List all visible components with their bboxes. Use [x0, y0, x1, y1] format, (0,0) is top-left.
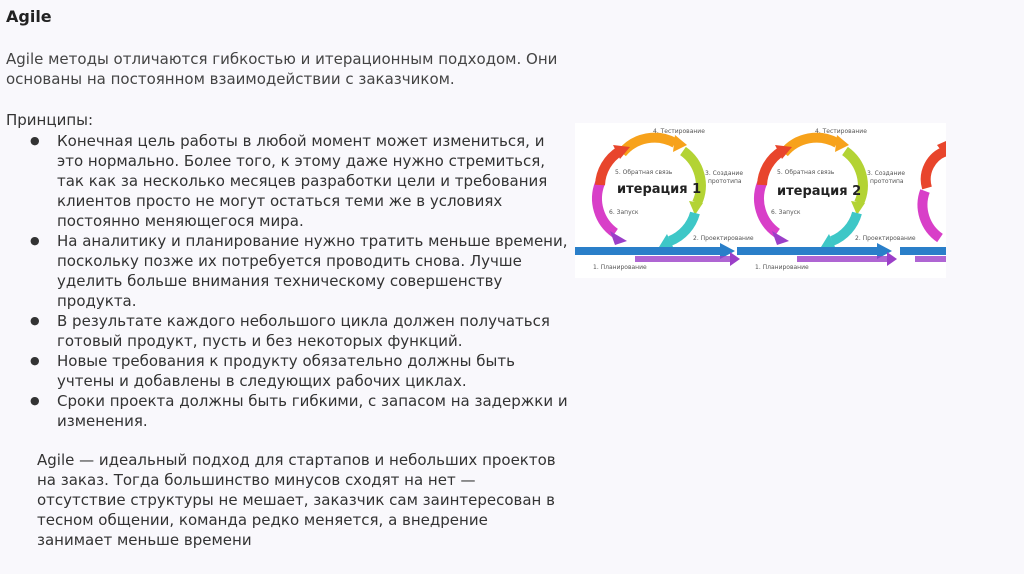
- iteration-diagram: [575, 123, 946, 278]
- list-item: ● Сроки проекта должны быть гибкими, с запасом на задержки и изменения.: [30, 391, 575, 431]
- cycle-1-testing: 4. Тестирование: [653, 128, 705, 135]
- cycle-2-planning: 1. Планирование: [755, 264, 809, 271]
- principles-heading: Принципы:: [6, 111, 94, 129]
- conclusion-paragraph: Agile — идеальный подход для стартапов и небольших проектов на заказ. Тогда большинство минусов сходят на нет — отсутствие структуры не мешает, заказчик сам заинтересован в тесном общении, команда редко меняется, а внедрение занимает меньше времени: [37, 451, 556, 549]
- cycle-1-label: итерация 1: [617, 182, 702, 197]
- cycle-1-prototype-1: 3. Создание: [705, 170, 744, 177]
- list-item: ● Новые требования к продукту обязательно должны быть учтены и добавлены в следующих рабочих циклах.: [30, 351, 575, 391]
- cycle-2-feedback: 5. Обратная связь: [777, 169, 835, 176]
- list-item: ● На аналитику и планирование нужно тратить меньше времени, поскольку позже их потребуется проводить снова. Лучше уделить больше внимания техническому совершенству продукта.: [30, 231, 575, 311]
- cycle-1-launch: 6. Запуск: [609, 209, 639, 216]
- cycle-2-design: 2. Проектирование: [855, 235, 916, 242]
- cycle-2-prototype-2: прототипа: [870, 178, 904, 185]
- cycle-1-design: 2. Проектирование: [693, 235, 754, 242]
- cycle-3-partial: [922, 141, 946, 238]
- timeline-arrows: [575, 243, 946, 266]
- principles-list: [30, 131, 575, 431]
- cycle-1-feedback: 5. Обратная связь: [615, 169, 673, 176]
- iteration-diagram-svg: [575, 123, 946, 278]
- cycle-1-prototype-2: прототипа: [708, 178, 742, 185]
- cycle-2-prototype-1: 3. Создание: [867, 170, 906, 177]
- list-item: ● Конечная цель работы в любой момент может измениться, и это нормально. Более того, к этому даже нужно стремиться, так как за несколько месяцев разработки цели и требования клиентов просто не могут остаться теми же в условиях постоянно меняющегося мира.: [30, 131, 575, 231]
- page-title: Agile: [6, 7, 52, 26]
- cycle-2-label: итерация 2: [777, 184, 862, 199]
- cycle-1-planning: 1. Планирование: [593, 264, 647, 271]
- intro-paragraph: Agile методы отличаются гибкостью и итерационным подходом. Они основаны на постоянном взаимодействии с заказчиком.: [6, 50, 558, 88]
- cycle-2-launch: 6. Запуск: [771, 209, 801, 216]
- list-item: ● В результате каждого небольшого цикла должен получаться готовый продукт, пусть и без некоторых функций.: [30, 311, 575, 351]
- cycle-2-testing: 4. Тестирование: [815, 128, 867, 135]
